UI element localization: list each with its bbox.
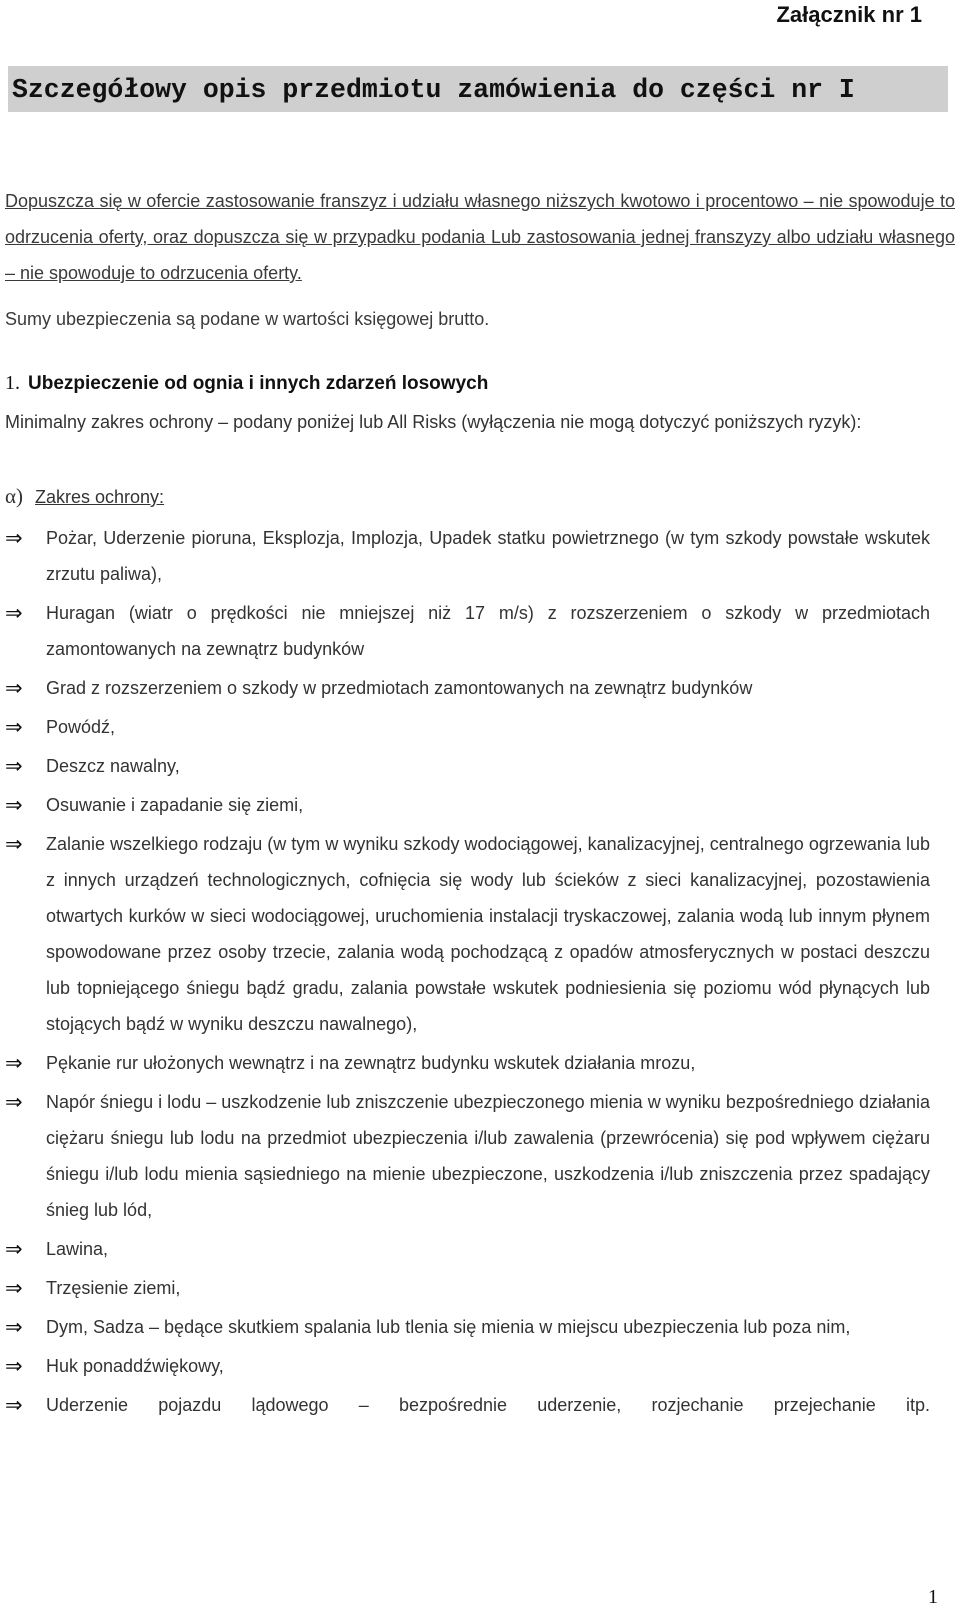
list-item-text: Huk ponaddźwiękowy, xyxy=(46,1356,224,1376)
list-item-text: Pękanie rur ułożonych wewnątrz i na zewnątrz budynku wskutek działania mrozu, xyxy=(46,1053,696,1073)
arrow-icon: ⇒ xyxy=(5,832,23,856)
arrow-icon: ⇒ xyxy=(5,676,23,700)
arrow-icon: ⇒ xyxy=(5,1276,23,1300)
section-number: 1. xyxy=(5,372,20,394)
list-item-text: Pożar, Uderzenie pioruna, Eksplozja, Implozja, Upadek statku powietrznego (w tym szkody powstałe wskutek zrzutu paliwa), xyxy=(46,528,930,584)
arrow-icon: ⇒ xyxy=(5,1237,23,1261)
list-item xyxy=(0,1270,930,1306)
list-item xyxy=(0,1231,930,1267)
page-number: 1 xyxy=(928,1586,938,1608)
list-item xyxy=(0,1348,930,1384)
annex-label: Załącznik nr 1 xyxy=(776,2,922,27)
list-item xyxy=(0,670,930,706)
list-item-text: Lawina, xyxy=(46,1239,109,1259)
section-heading xyxy=(5,366,488,401)
list-item xyxy=(0,826,930,1042)
list-item-text: Uderzenie pojazdu lądowego – bezpośrednie uderzenie, rozjechanie przejechanie itp. xyxy=(46,1395,930,1415)
section-title: Ubezpieczenie od ognia i innych zdarzeń losowych xyxy=(28,373,489,394)
arrow-icon: ⇒ xyxy=(5,793,23,817)
arrow-icon: ⇒ xyxy=(5,601,23,625)
list-item xyxy=(0,748,930,784)
list-item-text: Powódź, xyxy=(46,717,116,737)
intro-paragraph xyxy=(5,183,955,291)
scope-subheading xyxy=(5,479,164,514)
arrow-icon: ⇒ xyxy=(5,526,23,550)
list-item-text: Napór śniegu i lodu – uszkodzenie lub zniszczenie ubezpieczonego mienia w wyniku bezpośredniego działania ciężaru śniegu lub lodu na przedmiot ubezpieczenia i/lub zawalenia (przewrócenia) się pod wpływem ciężaru śniegu i/lub lodu mienia sąsiedniego na mienie ubezpieczone, uszkodzenia i/lub zniszczenia przez spadający śnieg lub lód, xyxy=(46,1092,930,1220)
list-item xyxy=(0,595,930,667)
scope-label: Zakres ochrony: xyxy=(35,487,165,507)
arrow-icon: ⇒ xyxy=(5,1051,23,1075)
list-item-text: Osuwanie i zapadanie się ziemi, xyxy=(46,795,304,815)
list-item xyxy=(0,1045,930,1081)
alpha-marker: α) xyxy=(5,484,23,508)
list-item xyxy=(0,520,930,592)
list-item-text: Dym, Sadza – będące skutkiem spalania lub tlenia się mienia w miejscu ubezpieczenia lub poza nim, xyxy=(46,1317,851,1337)
list-item-text: Zalanie wszelkiego rodzaju (w tym w wyniku szkody wodociągowej, kanalizacyjnej, centralnego ogrzewania lub z innych urządzeń technologicznych, cofnięcia się wody lub ścieków z sieci kanalizacyjnej, pozostawienia otwartych kurków w sieci wodociągowej, uruchomienia instalacji tryskaczowej, zalania wodą lub innym płynem spowodowane przez osoby trzecie, zalania wodą pochodzącą z opadów atmosferycznych w postaci deszczu lub topniejącego śniegu bądź gradu, zalania powstałe wskutek podniesienia się poziomu wód płynących lub stojących bądź w wyniku deszczu nawalnego), xyxy=(46,834,930,1034)
list-item xyxy=(0,1084,930,1228)
list-item-text: Trzęsienie ziemi, xyxy=(46,1278,181,1298)
arrow-icon: ⇒ xyxy=(5,1090,23,1114)
document-title: Szczegółowy opis przedmiotu zamówienia do części nr I xyxy=(12,75,855,105)
arrow-icon: ⇒ xyxy=(5,715,23,739)
arrow-icon: ⇒ xyxy=(5,1354,23,1378)
arrow-icon: ⇒ xyxy=(5,1393,23,1417)
sums-note: Sumy ubezpieczenia są podane w wartości księgowej brutto. xyxy=(5,309,490,329)
list-item xyxy=(0,1309,930,1345)
arrow-icon: ⇒ xyxy=(5,754,23,778)
risk-list xyxy=(0,520,960,1426)
list-item-text: Grad z rozszerzeniem o szkody w przedmiotach zamontowanych na zewnątrz budynków xyxy=(46,678,753,698)
minimum-scope-text: Minimalny zakres ochrony – podany poniżej lub All Risks (wyłączenia nie mogą dotyczyć poniższych ryzyk): xyxy=(5,412,862,432)
list-item-text: Huragan (wiatr o prędkości nie mniejszej niż 17 m/s) z rozszerzeniem o szkody w przedmiotach zamontowanych na zewnątrz budynków xyxy=(46,603,930,659)
list-item xyxy=(0,1387,930,1423)
list-item-text: Deszcz nawalny, xyxy=(46,756,180,776)
intro-text-2: zastosowania jednej franszyzy albo udziału własnego – nie spowoduje to odrzucenia oferty. xyxy=(5,227,955,283)
list-item xyxy=(0,709,930,745)
arrow-icon: ⇒ xyxy=(5,1315,23,1339)
intro-lub: Lub xyxy=(490,227,521,247)
list-item xyxy=(0,787,930,823)
intro-text-1: Dopuszcza się w ofercie zastosowanie franszyz i udziału własnego niższych kwotowo i procentowo – nie spowoduje to odrzucenia oferty, oraz dopuszcza się w przypadku podania xyxy=(5,191,955,247)
